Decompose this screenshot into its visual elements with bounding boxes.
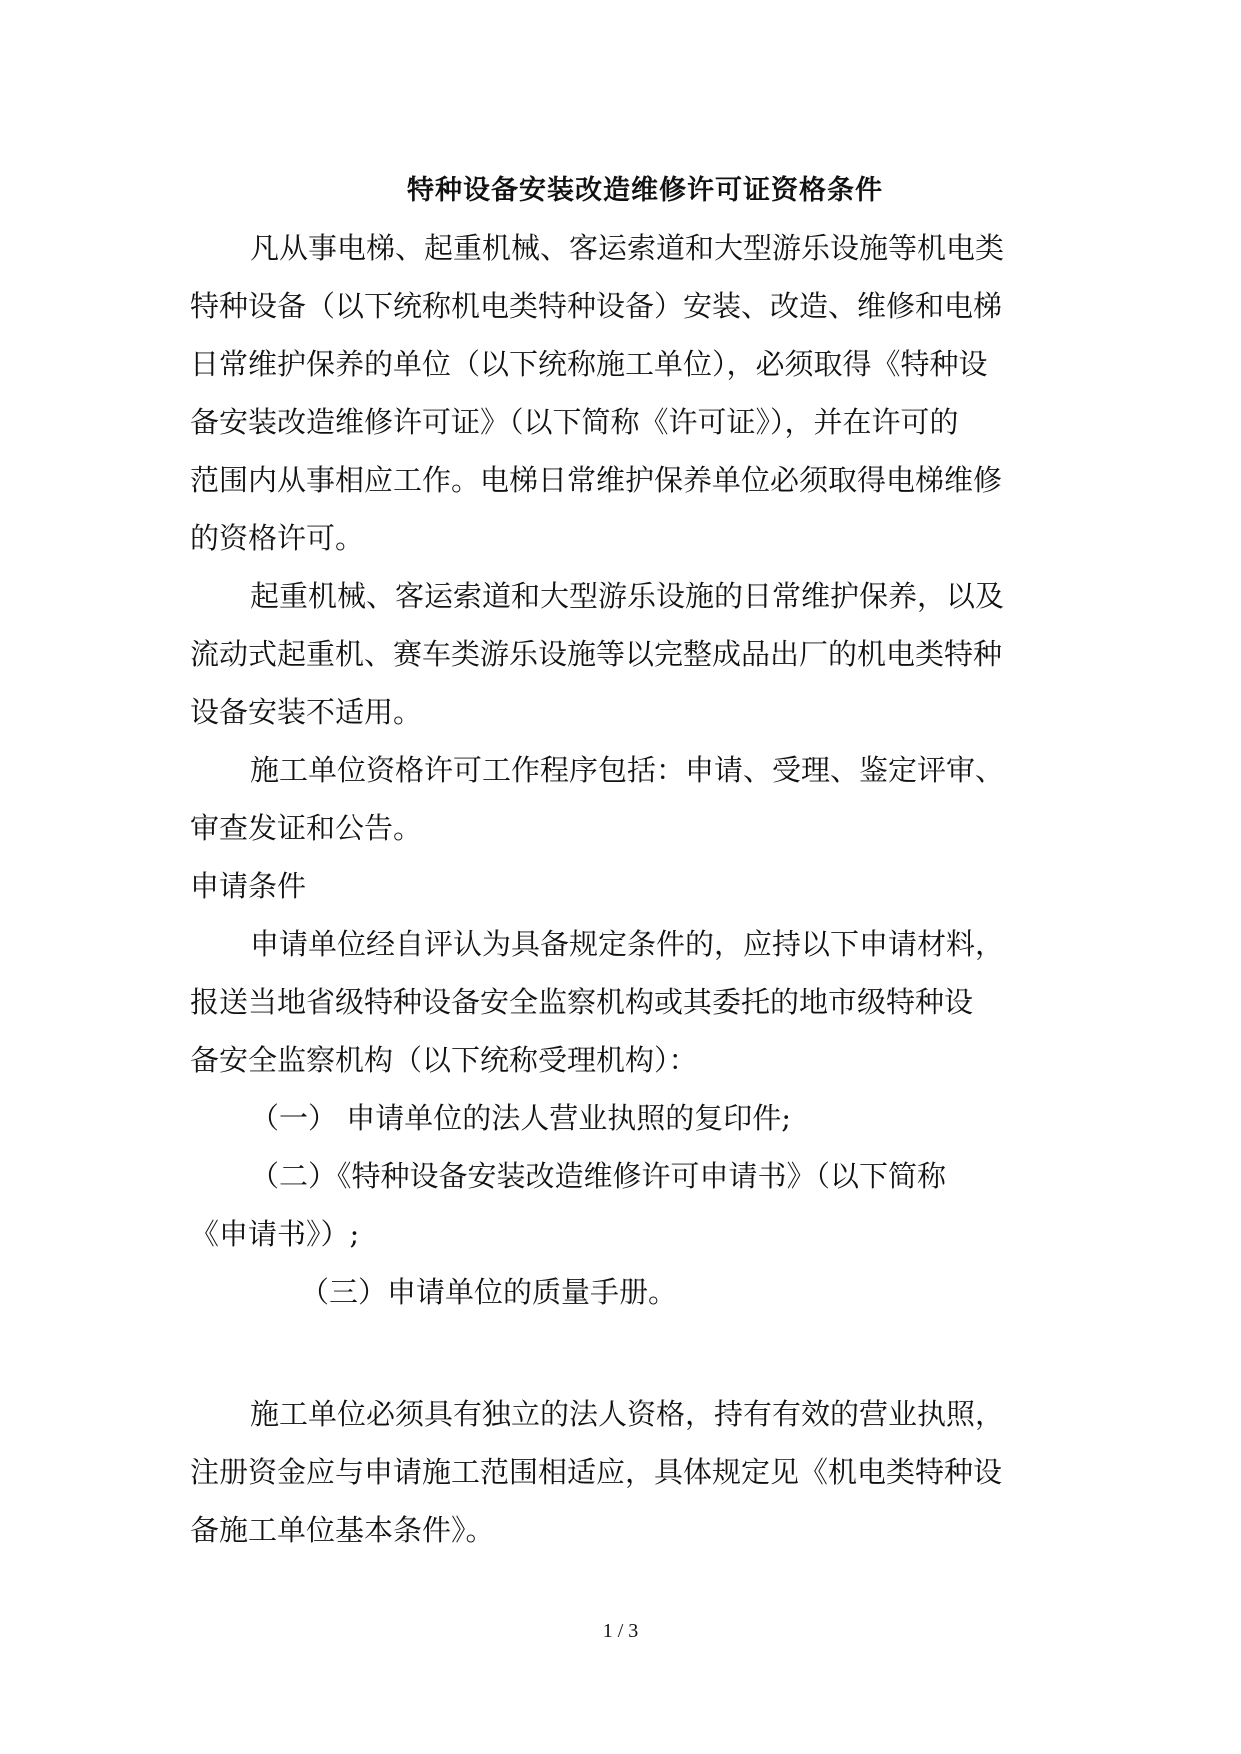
list-item-1: （一） 申请单位的法人营业执照的复印件; [250,1101,791,1135]
paragraph-5-line-2: 注册资金应与申请施工范围相适应，具体规定见《机电类特种设 [190,1455,1003,1489]
paragraph-4-line-3: 备安全监察机构（以下统称受理机构）： [190,1043,698,1077]
paragraph-1-line-3: 日常维护保养的单位（以下统称施工单位），必须取得《特种设 [190,347,988,381]
paragraph-4-line-2: 报送当地省级特种设备安全监察机构或其委托的地市级特种设 [190,985,974,1019]
paragraph-5-line-3: 备施工单位基本条件》。 [190,1513,495,1547]
paragraph-5-line-1: 施工单位必须具有独立的法人资格，持有有效的营业执照， [250,1397,1005,1431]
paragraph-1-line-5: 范围内从事相应工作。电梯日常维护保养单位必须取得电梯维修 [190,463,1003,497]
list-item-2-line-2: 《申请书》）; [190,1217,360,1251]
paragraph-1-line-4: 备安装改造维修许可证》（以下简称《许可证》），并在许可的 [190,405,959,439]
document-title: 特种设备安装改造维修许可证资格条件 [407,175,883,206]
list-item-2-line-1: （二）《特种设备安装改造维修许可申请书》（以下简称 [250,1159,947,1193]
paragraph-2-line-2: 流动式起重机、赛车类游乐设施等以完整成品出厂的机电类特种 [190,637,1003,671]
paragraph-1-line-6: 的资格许可。 [190,521,365,555]
paragraph-1-line-2: 特种设备（以下统称机电类特种设备）安装、改造、维修和电梯 [190,289,1003,323]
paragraph-3-line-1: 施工单位资格许可工作程序包括：申请、受理、鉴定评审、 [250,753,1005,787]
paragraph-1-line-1: 凡从事电梯、起重机械、客运索道和大型游乐设施等机电类 [250,231,1005,265]
paragraph-2-line-1: 起重机械、客运索道和大型游乐设施的日常维护保养，以及 [250,579,1005,613]
page-number: 1 / 3 [602,1620,639,1642]
paragraph-4-line-1: 申请单位经自评认为具备规定条件的，应持以下申请材料， [250,927,1005,961]
paragraph-3-line-2: 审查发证和公告。 [190,811,423,845]
paragraph-2-line-3: 设备安装不适用。 [190,695,423,729]
list-item-3: （三）申请单位的质量手册。 [300,1275,678,1309]
section-heading: 申请条件 [190,869,307,903]
